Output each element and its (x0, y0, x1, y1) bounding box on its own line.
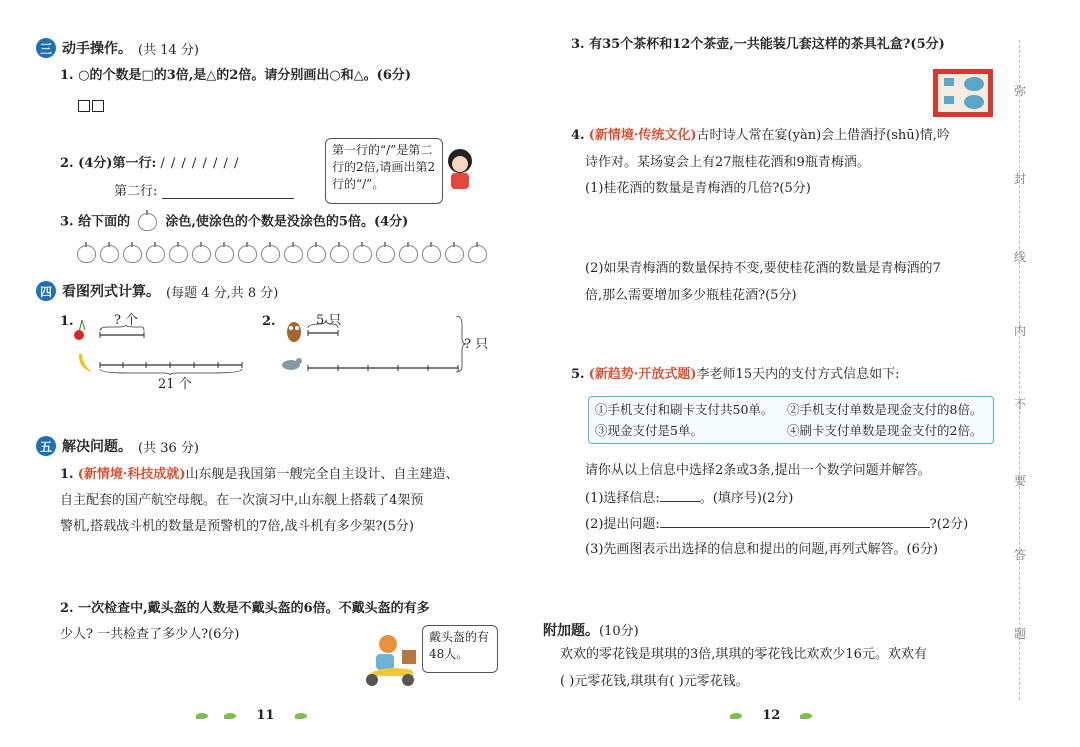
scooter-illustration (362, 632, 420, 692)
apple-icon[interactable] (169, 245, 188, 263)
bar-diagram-2 (306, 316, 466, 380)
question-r5: 5. (新趋势·开放式题)李老师15天内的支付方式信息如下: (571, 367, 900, 382)
apple-icon[interactable] (468, 245, 487, 263)
section-score: (每题 4 分,共 8 分) (166, 285, 279, 301)
question-3-3: 3. 给下面的 涂色,使涂色的个数是没涂色的5倍。(4分) (60, 214, 409, 230)
apple-row (77, 245, 491, 267)
section-title: 看图列式计算。 (62, 284, 160, 300)
question-5-1-line2: 自主配套的国产航空母舰。在一次演习中,山东舰上搭载了4架预 (60, 493, 424, 508)
problem-2-number: 2. (262, 314, 276, 329)
question-r4-line2: 诗作对。某场宴会上有27瓶桂花酒和9瓶青梅酒。 (585, 155, 870, 170)
section-title: 动手操作。 (62, 41, 132, 57)
question-r4: 4. (新情境·传统文化)古时诗人常在宴(yàn)会上借酒抒(shū)情,吟 (571, 128, 950, 143)
owl-icon (284, 318, 304, 348)
leaf-icon (196, 713, 208, 719)
section-badge: 四 (36, 281, 56, 301)
bonus-heading: 附加题。(10分) (543, 623, 639, 639)
question-5-2-line1: 2. 一次检查中,戴头盔的人数是不戴头盔的6倍。不戴头盔的有多 (60, 601, 430, 616)
leaf-icon (730, 713, 742, 719)
helmet-bubble: 戴头盔的有48人。 (422, 625, 498, 673)
question-r4-sub1: (1)桂花酒的数量是青梅酒的几倍?(5分) (585, 181, 811, 196)
tea-set-illustration (932, 68, 994, 122)
question-3-1: 1. ○的个数是□的3倍,是△的2倍。请分别画出○和△。(6分) (60, 68, 412, 83)
question-r5-step1: (1)选择信息: 。(填序号)(2分) (585, 491, 794, 506)
seal-line-char: 要 (1014, 474, 1027, 488)
question-5-2-line2: 少人? 一共检查了多少人?(6分) (60, 627, 240, 642)
apple-icon[interactable] (376, 245, 395, 263)
apple-icon[interactable] (422, 245, 441, 263)
top-label-1: ? 个 (114, 313, 139, 328)
problem-1-number: 1. (60, 314, 74, 329)
seal-line-char: 题 (1014, 627, 1027, 641)
apple-icon[interactable] (100, 245, 119, 263)
apple-icon[interactable] (353, 245, 372, 263)
seal-line-char: 内 (1014, 324, 1027, 338)
page-number-right: 12 (762, 708, 781, 723)
hint-bubble: 第一行的“/”是第二行的2倍,请画出第2行的“/”。 (325, 138, 443, 204)
bonus-line1: 欢欢的零花钱是琪琪的3倍,琪琪的零花钱比欢欢少16元。欢欢有 (560, 647, 927, 662)
bonus-line2: ( )元零花钱,琪琪有( )元零花钱。 (560, 674, 749, 689)
question-5-1-line3: 警机,搭载战斗机的数量是预警机的7倍,战斗机有多少架?(5分) (60, 519, 414, 534)
row2-label: 第二行: (114, 184, 158, 199)
section-title: 解决问题。 (62, 439, 132, 455)
question-r5-step3: (3)先画图表示出选择的信息和提出的问题,再列式解答。(6分) (585, 542, 938, 557)
seal-line-char: 封 (1014, 172, 1027, 186)
seal-line (1019, 40, 1021, 700)
cherry-icon (74, 318, 90, 346)
top-label-2: 5 只 (316, 313, 342, 328)
section-badge: 三 (36, 38, 56, 58)
section-badge: 五 (36, 436, 56, 456)
girl-illustration (440, 145, 480, 193)
seal-line-char: 答 (1014, 548, 1027, 562)
section-5-heading (36, 436, 199, 456)
apple-icon[interactable] (330, 245, 349, 263)
banana-icon (76, 352, 94, 378)
question-r3: 3. 有35个茶杯和12个茶壶,一共能装几套这样的茶具礼盒?(5分) (571, 37, 945, 52)
squares-figure (78, 97, 106, 116)
question-tag: (新趋势·开放式题) (588, 367, 697, 382)
question-r5-step2: (2)提出问题: ?(2分) (585, 517, 969, 532)
bird-icon (280, 355, 304, 377)
question-r4-sub2-line1: (2)如果青梅酒的数量保持不变,要使桂花酒的数量是青梅酒的7 (585, 261, 941, 276)
section-score: (共 36 分) (138, 440, 199, 456)
leaf-icon (224, 713, 236, 719)
section-score: (共 14 分) (138, 42, 199, 58)
info-item-3: ③现金支付是5单。 (595, 423, 703, 438)
apple-icon[interactable] (307, 245, 326, 263)
apple-icon[interactable] (123, 245, 142, 263)
apple-icon[interactable] (261, 245, 280, 263)
apple-icon (138, 213, 157, 231)
question-tag: (新情境·科技成就) (77, 467, 186, 482)
right-label-2: ? 只 (464, 337, 489, 352)
bar-diagram-1 (98, 325, 246, 379)
info-item-4: ④刷卡支付单数是现金支付的2倍。 (787, 423, 983, 438)
info-item-2: ②手机支付单数是现金支付的8倍。 (787, 402, 983, 417)
apple-icon[interactable] (399, 245, 418, 263)
row2-answer-line (162, 198, 294, 199)
page-number-left: 11 (256, 708, 275, 723)
apple-icon[interactable] (77, 245, 96, 263)
seal-line-char: 不 (1014, 397, 1027, 411)
payment-info-box (588, 396, 994, 444)
question-5-1: 1. (新情境·科技成就)山东舰是我国第一艘完全自主设计、自主建造、 (60, 467, 459, 482)
question-3-2: 2. (4分)第一行: / / / / / / / / (60, 156, 240, 171)
section-4-heading (36, 281, 278, 301)
seal-line-char: 弥 (1014, 84, 1027, 98)
question-r4-sub2-line2: 倍,那么需要增加多少瓶桂花酒?(5分) (585, 288, 797, 303)
left-footer (196, 704, 307, 723)
apple-icon[interactable] (146, 245, 165, 263)
apple-icon[interactable] (192, 245, 211, 263)
bottom-label-1: 21 个 (158, 377, 192, 392)
apple-icon[interactable] (215, 245, 234, 263)
apple-icon[interactable] (284, 245, 303, 263)
leaf-icon (800, 713, 812, 719)
row1-marks: / / / / / / / / (160, 156, 240, 171)
seal-line-char: 线 (1014, 250, 1027, 264)
question-tag: (新情境·传统文化) (588, 128, 697, 143)
section-3-heading (36, 38, 199, 58)
right-footer (730, 704, 812, 723)
leaf-icon (295, 713, 307, 719)
info-item-1: ①手机支付和刷卡支付共50单。 (595, 402, 774, 417)
question-r5-prompt: 请你从以上信息中选择2条或3条,提出一个数学问题并解答。 (585, 463, 931, 478)
apple-icon[interactable] (238, 245, 257, 263)
apple-icon[interactable] (445, 245, 464, 263)
